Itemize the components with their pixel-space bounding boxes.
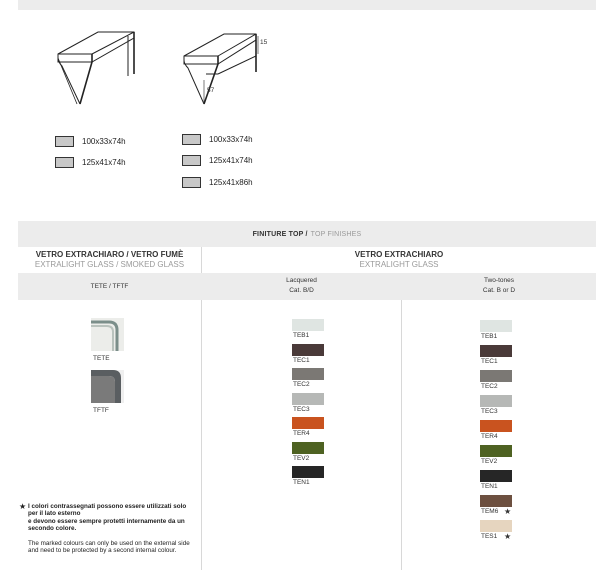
dimension-label-57: 57 [207, 87, 215, 94]
dimension-checkbox[interactable] [182, 177, 201, 188]
color-swatch[interactable] [480, 420, 512, 432]
color-code: TEC1 [293, 356, 310, 364]
color-swatch[interactable] [292, 442, 324, 454]
twotones-category: Cat. B or D [482, 287, 516, 294]
column-divider [401, 273, 402, 570]
console-drawing-left [50, 18, 140, 110]
glass-code: TFTF [93, 407, 109, 414]
color-swatch[interactable] [292, 319, 324, 331]
note-italian-2: e devono essere sempre protetti internamente da un secondo colore. [28, 518, 185, 533]
color-swatch[interactable] [480, 320, 512, 332]
extralight-column-heading: VETRO EXTRACHIARO [354, 250, 444, 259]
color-code: TER4 [481, 433, 498, 440]
color-code: TEB1 [481, 333, 498, 340]
finishes-title-en: TOP FINISHES [310, 230, 362, 238]
color-swatch[interactable] [292, 466, 324, 478]
color-swatch[interactable] [480, 345, 512, 357]
dimension-label: 125x41x74h [209, 156, 253, 165]
tete-header: TETE / TFTF [90, 283, 129, 290]
extralight-column-subheading: EXTRALIGHT GLASS [359, 260, 439, 269]
color-code: TEC3 [481, 408, 498, 415]
color-code: TEC1 [481, 358, 498, 365]
glass-sample-tftf[interactable] [91, 370, 124, 403]
dimension-label: 125x41x86h [209, 178, 253, 187]
twotones-header: Two-tones [484, 277, 514, 284]
dimension-option[interactable] [182, 133, 253, 146]
color-swatch[interactable] [480, 495, 512, 507]
dimension-option[interactable] [182, 154, 253, 167]
dimension-checkbox[interactable] [55, 136, 74, 147]
dimension-option[interactable] [182, 176, 253, 189]
color-swatch[interactable] [480, 395, 512, 407]
dimension-checkbox[interactable] [182, 134, 201, 145]
glass-code: TETE [93, 355, 110, 362]
color-code: TER4 [293, 430, 310, 437]
color-code: TEC3 [293, 405, 310, 413]
dimension-checkbox[interactable] [55, 157, 74, 168]
dimension-option[interactable] [55, 135, 126, 148]
color-code: TES1 [481, 533, 498, 540]
star-icon: ★ [19, 502, 27, 511]
top-finishes-header [18, 221, 596, 247]
dimension-label: 100x33x74h [82, 137, 126, 146]
color-swatch[interactable] [480, 470, 512, 482]
dimension-label-15: 15 [260, 39, 268, 46]
finishes-title: FINITURE TOP / [252, 230, 308, 238]
color-code: TEN1 [481, 483, 498, 490]
color-code: TEV2 [481, 458, 498, 465]
console-drawing-right [178, 18, 268, 110]
note-english: The marked colours can only be used on the external side and need to be protected by a second internal colour. [28, 540, 190, 555]
color-swatch[interactable] [480, 520, 512, 532]
color-swatch[interactable] [480, 445, 512, 457]
glass-sample-tete[interactable] [91, 318, 124, 351]
note-italian-1: I colori contrassegnati possono essere utilizzati solo per il lato esterno [28, 503, 187, 518]
color-swatch[interactable] [292, 344, 324, 356]
color-swatch[interactable] [292, 368, 324, 380]
dimension-checkbox[interactable] [182, 155, 201, 166]
glass-column-subheading: EXTRALIGHT GLASS / SMOKED GLASS [34, 260, 185, 269]
lacquered-header: Lacquered [286, 277, 317, 284]
star-icon: ★ [504, 532, 512, 541]
dimension-label: 125x41x74h [82, 158, 126, 167]
color-code: TEC2 [293, 381, 310, 388]
color-code: TEB1 [293, 332, 310, 339]
color-swatch[interactable] [292, 417, 324, 429]
top-gray-bar [18, 0, 596, 10]
color-code: TEN1 [293, 479, 310, 486]
color-swatch[interactable] [292, 393, 324, 405]
color-code: TEV2 [293, 454, 310, 462]
color-code: TEC2 [481, 383, 498, 390]
dimension-option[interactable] [55, 156, 126, 169]
glass-column-heading: VETRO EXTRACHIARO / VETRO FUMÈ [35, 250, 184, 259]
lacquered-category: Cat. B/D [289, 287, 314, 294]
dimension-label: 100x33x74h [209, 135, 253, 144]
star-icon: ★ [504, 507, 512, 516]
color-code: TEM6 [481, 508, 499, 515]
color-swatch[interactable] [480, 370, 512, 382]
